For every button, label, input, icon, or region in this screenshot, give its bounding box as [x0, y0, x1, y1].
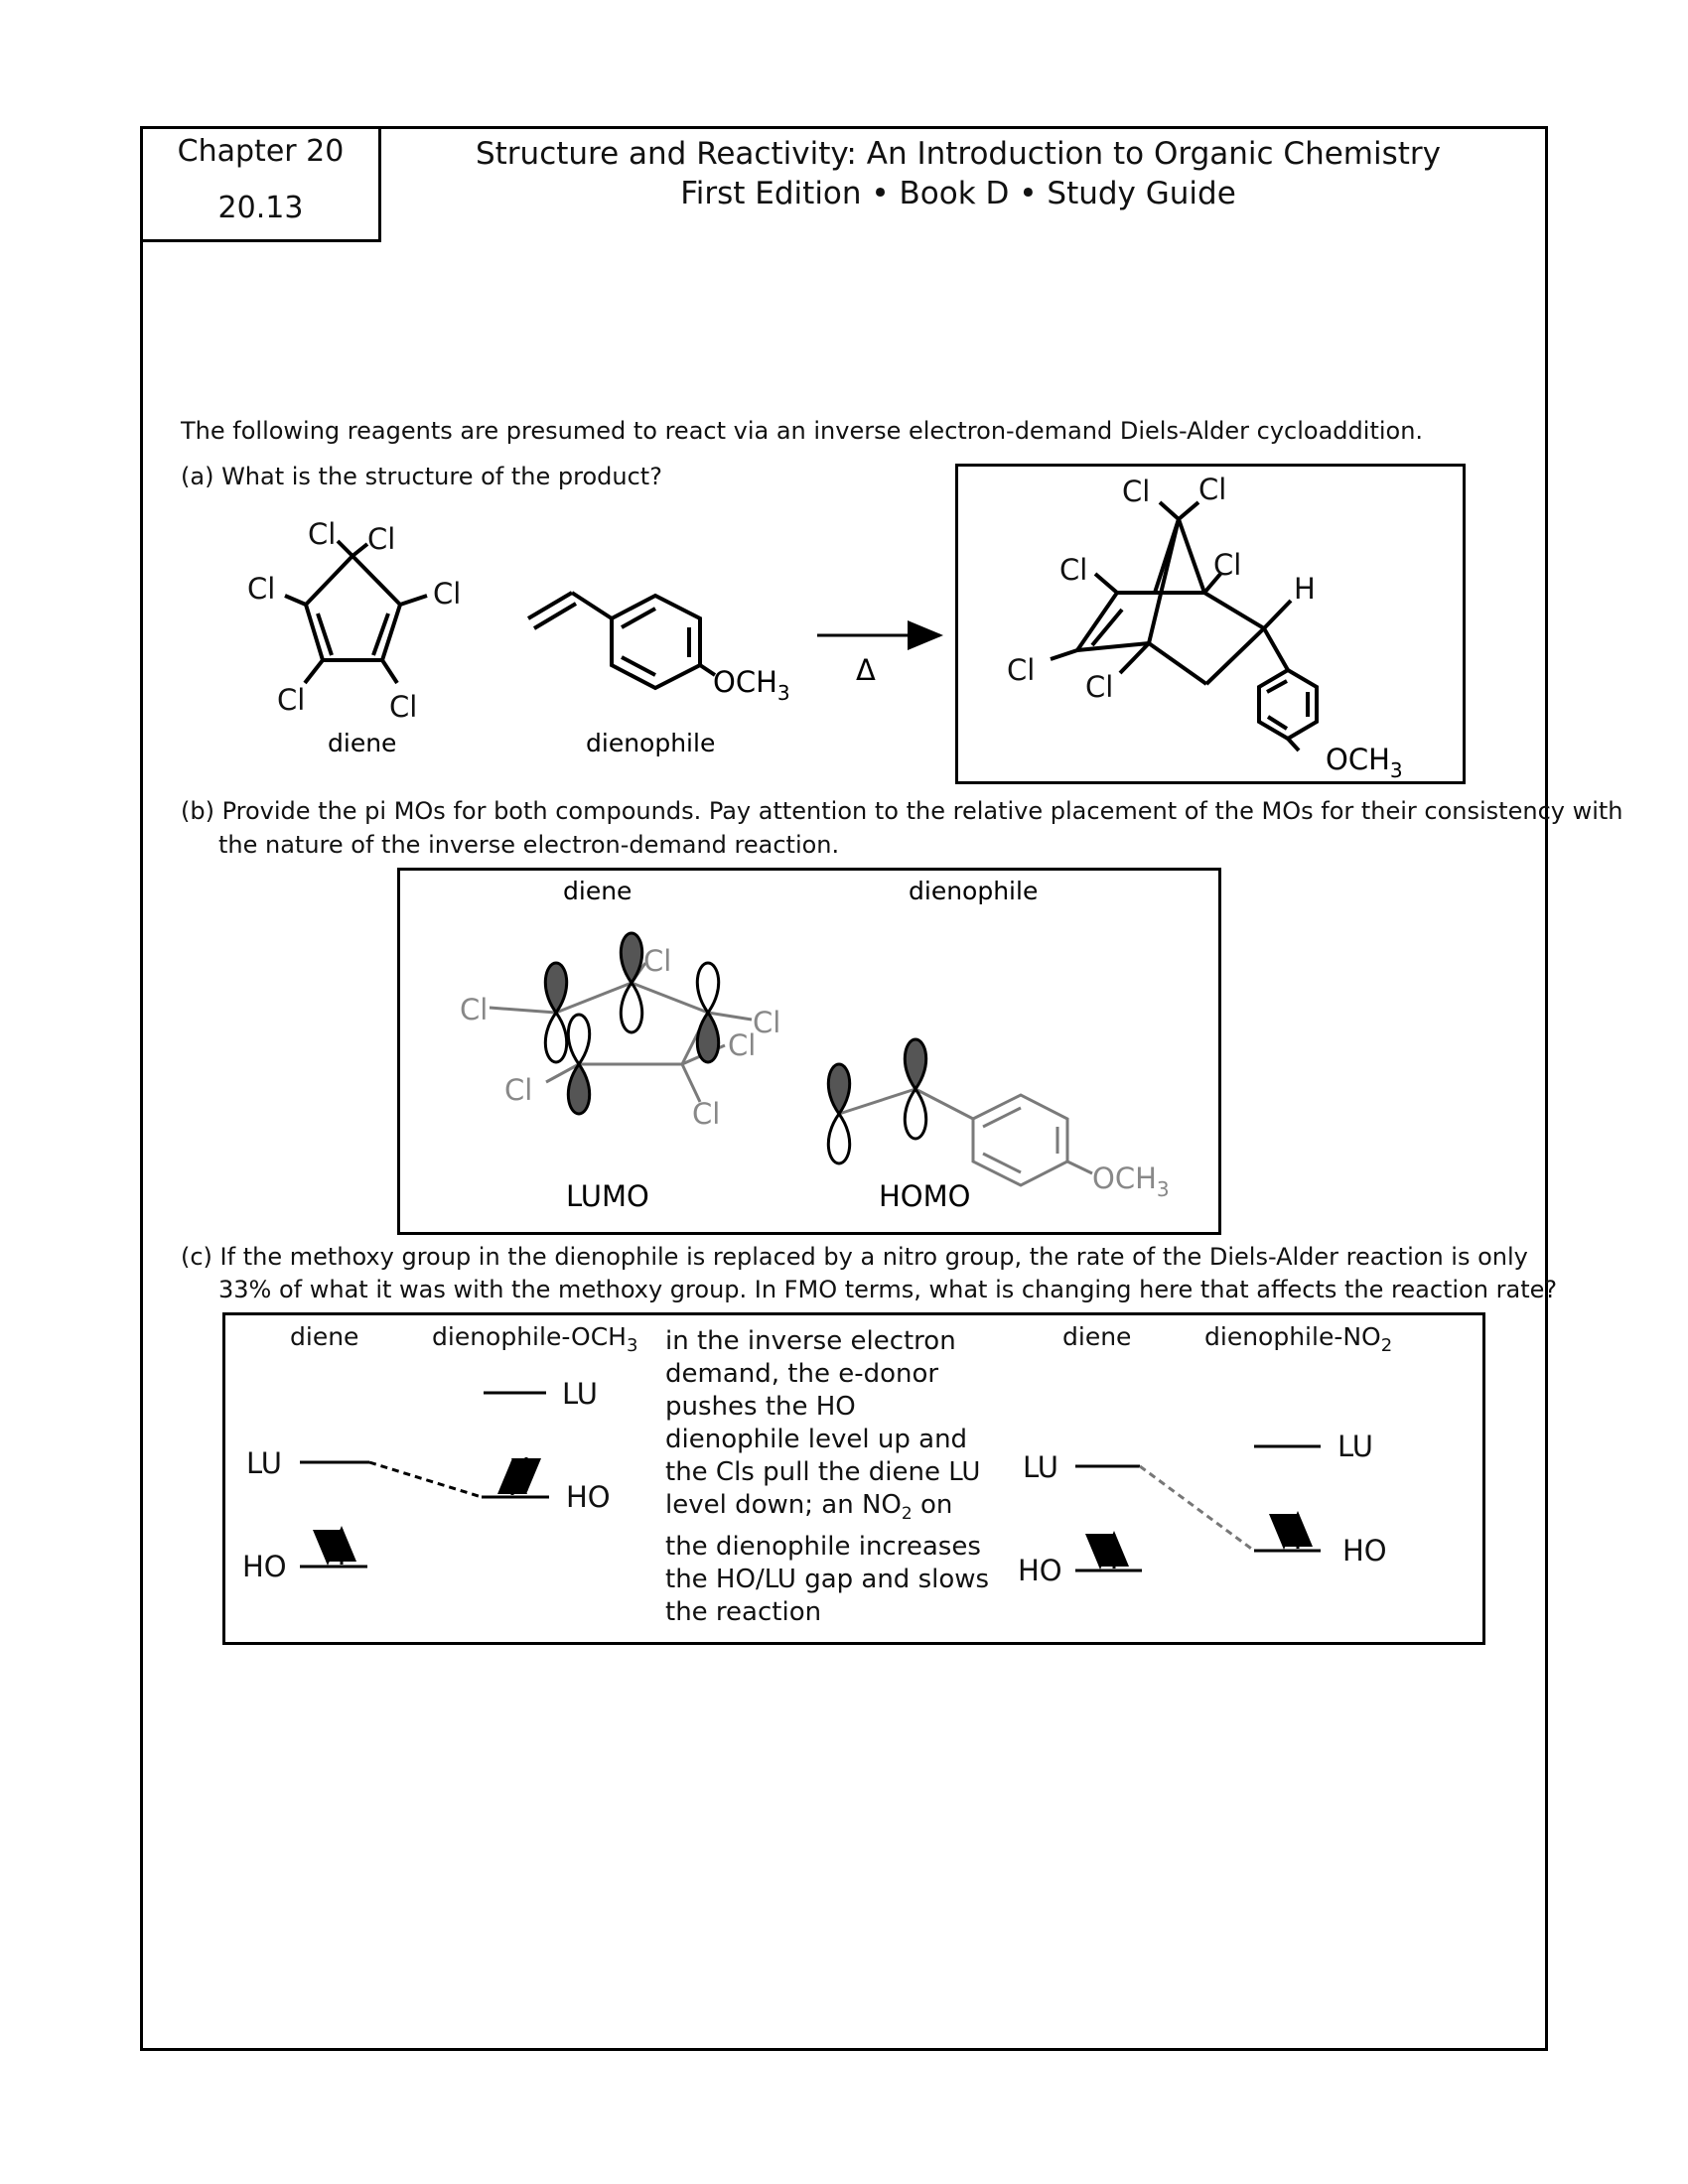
cl-atom: Cl	[433, 577, 462, 611]
lu-label: LU	[1337, 1430, 1373, 1463]
product-methoxy-label	[1326, 743, 1403, 782]
orbital-lobe	[828, 1064, 849, 1114]
product-bond	[1077, 643, 1149, 650]
och-text: OCH	[1092, 1161, 1157, 1195]
product-double-bond	[1092, 610, 1122, 645]
interaction-dashed-line	[1140, 1466, 1254, 1551]
diene-bond	[352, 556, 400, 605]
product-bond	[1264, 601, 1291, 628]
diene-bond	[338, 541, 352, 556]
diene-bond	[352, 544, 367, 556]
cl-atom: Cl	[1085, 670, 1114, 704]
dienophile-label: dienophile	[586, 729, 716, 757]
cl-atom: Cl	[1059, 553, 1088, 587]
och-text: OCH	[713, 665, 777, 699]
skeleton-bond	[839, 1089, 915, 1114]
lumo-labels	[460, 944, 780, 1131]
dienophile-homo-skeleton	[839, 1089, 1092, 1185]
orbital-lobe	[621, 933, 641, 983]
product-bond	[1120, 643, 1149, 673]
product-bond	[1179, 502, 1198, 519]
section-number: 20.13	[217, 191, 304, 225]
product-bond	[1149, 519, 1179, 643]
product-bond	[1095, 574, 1117, 593]
question-b-line2: the nature of the inverse electron-demand reaction.	[218, 831, 840, 859]
cl-atom: Cl	[643, 944, 672, 978]
right-fmo-labels	[1018, 1430, 1387, 1587]
mo-dienophile-label: dienophile	[909, 877, 1039, 905]
diene-bond	[400, 596, 427, 605]
question-c-line2: 33% of what it was with the methoxy group. In FMO terms, what is changing here that affects the reaction rate?	[218, 1276, 1558, 1303]
vinyl-bond	[572, 593, 612, 618]
h-atom: H	[1294, 572, 1316, 606]
orbital-lobe	[697, 1013, 718, 1062]
diene-label: diene	[328, 729, 397, 757]
right-fmo-header	[1062, 1322, 1392, 1356]
diene-bond	[382, 660, 397, 683]
orbital-lobe	[545, 1013, 566, 1062]
skeleton-bond	[490, 1008, 556, 1013]
lumo-label: LUMO	[566, 1179, 649, 1213]
diene-bond	[285, 596, 306, 605]
orbital-lobe	[568, 1015, 589, 1064]
dienophile-och-text: dienophile-OCH	[432, 1322, 627, 1351]
mo-diene-label: diene	[563, 877, 633, 905]
orbital-lobe	[621, 983, 641, 1032]
product-bond	[1179, 519, 1204, 593]
lu-label: LU	[1023, 1450, 1058, 1484]
diene-bond	[306, 556, 352, 605]
cl-atom: Cl	[504, 1073, 533, 1107]
cl-atom: Cl	[460, 993, 489, 1026]
heat-symbol: Δ	[856, 653, 876, 687]
left-fmo-levels	[300, 1393, 549, 1567]
orbital-lobe	[697, 963, 718, 1013]
left-fmo-header	[290, 1322, 637, 1356]
right-dienophile-label	[1204, 1322, 1392, 1356]
diene-labels	[247, 517, 461, 724]
diene-structure	[285, 541, 427, 683]
cl-atom: Cl	[692, 1097, 721, 1131]
ho-label: HO	[566, 1480, 611, 1514]
methoxy-bond	[1288, 739, 1299, 751]
ho-label: HO	[1342, 1534, 1387, 1568]
cl-atom: Cl	[728, 1028, 757, 1062]
orbital-lobe	[905, 1039, 925, 1089]
subscript-3: 3	[1156, 1177, 1170, 1201]
book-subtitle: First Edition • Book D • Study Guide	[680, 176, 1236, 211]
question-a: (a) What is the structure of the product?	[181, 463, 662, 490]
vinyl-bond	[528, 593, 572, 618]
right-fmo-levels	[1075, 1446, 1321, 1570]
intro-text: The following reagents are presumed to react via an inverse electron-demand Diels-Alder cycloaddition.	[181, 417, 1424, 445]
product-bond	[1204, 593, 1264, 628]
och-text: OCH	[1326, 743, 1390, 776]
fmo-explanation-part2: on the dienophile increases the HO/LU gap and slows the reaction	[665, 1490, 990, 1628]
cl-atom: Cl	[389, 690, 418, 724]
chapter-label: Chapter 20	[177, 134, 345, 169]
product-bond	[1264, 628, 1288, 670]
methoxy-label	[713, 665, 790, 705]
product-bond	[1051, 650, 1077, 659]
left-diene-label: diene	[290, 1322, 359, 1351]
product-bond	[1206, 628, 1264, 684]
homo-label: HOMO	[879, 1179, 971, 1213]
fmo-explanation-part1: in the inverse electron demand, the e-donor pushes the HO dienophile level up and the Cls pull the diene LU level down; an NO	[665, 1326, 981, 1520]
dienophile-structure	[528, 593, 715, 688]
subscript-3: 3	[1389, 758, 1403, 782]
left-dienophile-label	[432, 1322, 637, 1356]
orbital-lobe	[828, 1114, 849, 1163]
question-c-line1: (c) If the methoxy group in the dienophile is replaced by a nitro group, the rate of the Diels-Alder reaction is only	[181, 1243, 1528, 1271]
dienophile-no-text: dienophile-NO	[1204, 1322, 1381, 1351]
orbital-lobe	[905, 1089, 925, 1139]
lu-label: LU	[562, 1377, 598, 1411]
interaction-dashed-line	[369, 1462, 482, 1497]
cl-atom: Cl	[367, 522, 396, 556]
diene-bond	[305, 660, 323, 683]
cl-atom: Cl	[1007, 653, 1036, 687]
subscript-3: 3	[776, 681, 790, 705]
subscript-2: 2	[1380, 1335, 1393, 1356]
ho-label: HO	[242, 1550, 287, 1583]
ho-label: HO	[1018, 1554, 1062, 1587]
subscript-3: 3	[626, 1335, 638, 1356]
cl-atom: Cl	[1198, 473, 1227, 506]
lu-label: LU	[246, 1446, 282, 1480]
cl-atom: Cl	[753, 1006, 781, 1039]
book-title: Structure and Reactivity: An Introduction to Organic Chemistry	[475, 136, 1442, 172]
cl-atom: Cl	[1122, 475, 1151, 508]
skeleton-bond	[708, 1013, 752, 1020]
vinyl-double-bond	[534, 604, 576, 628]
right-diene-label: diene	[1062, 1322, 1132, 1351]
subscript-2: 2	[901, 1504, 913, 1525]
orbital-lobe	[568, 1064, 589, 1114]
cl-atom: Cl	[1213, 548, 1242, 582]
diene-bond	[382, 605, 400, 660]
homo-methoxy-label	[1092, 1161, 1170, 1201]
diene-bond	[306, 605, 323, 660]
question-b-line1: (b) Provide the pi MOs for both compounds. Pay attention to the relative placement of the MOs for their consistency with	[181, 797, 1623, 825]
product-bond	[1160, 502, 1179, 519]
cl-atom: Cl	[277, 683, 306, 717]
product-bond	[1149, 643, 1206, 684]
cl-atom: Cl	[308, 517, 337, 551]
methoxy-bond	[1067, 1161, 1092, 1173]
cl-atom: Cl	[247, 572, 276, 606]
product-structure	[1051, 502, 1317, 751]
orbital-lobe	[545, 963, 566, 1013]
